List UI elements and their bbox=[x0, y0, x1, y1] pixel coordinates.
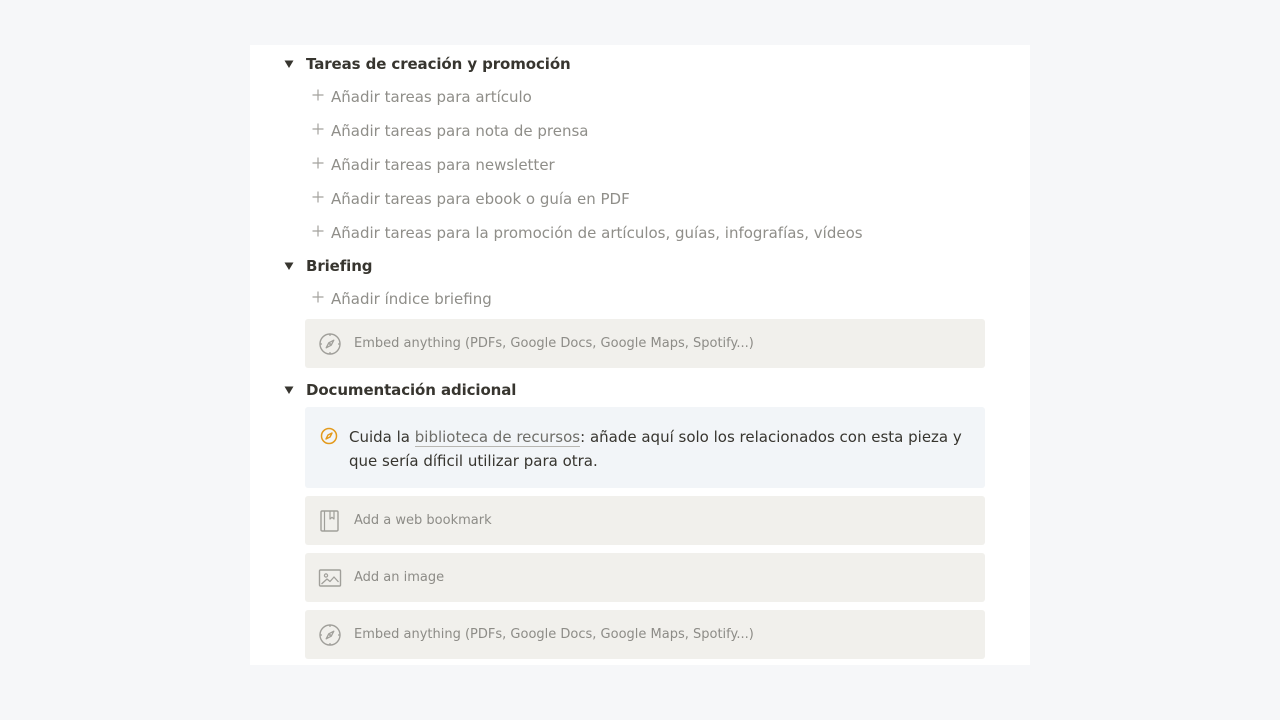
toggle-title: Documentación adicional bbox=[306, 381, 517, 399]
compass-icon bbox=[317, 331, 343, 357]
compass-icon bbox=[317, 622, 343, 648]
plus-icon bbox=[311, 290, 325, 304]
triangle-down-icon[interactable] bbox=[283, 384, 295, 396]
callout-suffix: : añade aquí solo los relacionados con esta pieza y que sería díficil utilizar para otra. bbox=[349, 428, 962, 470]
plus-icon bbox=[311, 190, 325, 204]
embed-label: Embed anything (PDFs, Google Docs, Google Maps, Spotify...) bbox=[354, 627, 754, 642]
embed-label: Embed anything (PDFs, Google Docs, Google Maps, Spotify...) bbox=[354, 336, 754, 351]
resource-library-link[interactable]: biblioteca de recursos bbox=[414, 428, 581, 446]
add-row-label: Añadir tareas para newsletter bbox=[331, 156, 555, 174]
bookmark-label: Add a web bookmark bbox=[354, 513, 492, 528]
notion-page bbox=[250, 45, 1030, 665]
plus-icon bbox=[311, 88, 325, 102]
embed-block-docs[interactable] bbox=[305, 610, 985, 659]
toggle-title: Tareas de creación y promoción bbox=[306, 55, 571, 73]
toggle-additional-docs[interactable] bbox=[283, 378, 516, 402]
image-icon bbox=[317, 565, 343, 591]
callout-text bbox=[349, 425, 969, 473]
plus-icon bbox=[311, 122, 325, 136]
plus-icon bbox=[311, 156, 325, 170]
triangle-down-icon[interactable] bbox=[283, 58, 295, 70]
bookmark-icon bbox=[317, 508, 343, 534]
toggle-briefing[interactable] bbox=[283, 254, 372, 278]
image-block[interactable] bbox=[305, 553, 985, 602]
add-row-label: Añadir índice briefing bbox=[331, 290, 492, 308]
toggle-creation-tasks[interactable] bbox=[283, 52, 571, 76]
add-row-label: Añadir tareas para la promoción de artículos, guías, infografías, vídeos bbox=[331, 224, 863, 242]
add-task-ebook-button[interactable] bbox=[311, 187, 630, 211]
add-task-article-button[interactable] bbox=[311, 85, 532, 109]
toggle-title: Briefing bbox=[306, 257, 373, 275]
callout-prefix: Cuida la bbox=[349, 428, 415, 446]
add-briefing-index-button[interactable] bbox=[311, 287, 492, 311]
callout-block bbox=[305, 407, 985, 488]
image-label: Add an image bbox=[354, 570, 445, 585]
add-task-newsletter-button[interactable] bbox=[311, 153, 555, 177]
add-task-press-release-button[interactable] bbox=[311, 119, 588, 143]
add-row-label: Añadir tareas para artículo bbox=[331, 88, 532, 106]
triangle-down-icon[interactable] bbox=[283, 260, 295, 272]
add-task-promotion-button[interactable] bbox=[311, 221, 863, 245]
bookmark-block[interactable] bbox=[305, 496, 985, 545]
compass-icon bbox=[320, 427, 338, 445]
add-row-label: Añadir tareas para ebook o guía en PDF bbox=[331, 190, 630, 208]
add-row-label: Añadir tareas para nota de prensa bbox=[331, 122, 589, 140]
plus-icon bbox=[311, 224, 325, 238]
embed-block-briefing[interactable] bbox=[305, 319, 985, 368]
